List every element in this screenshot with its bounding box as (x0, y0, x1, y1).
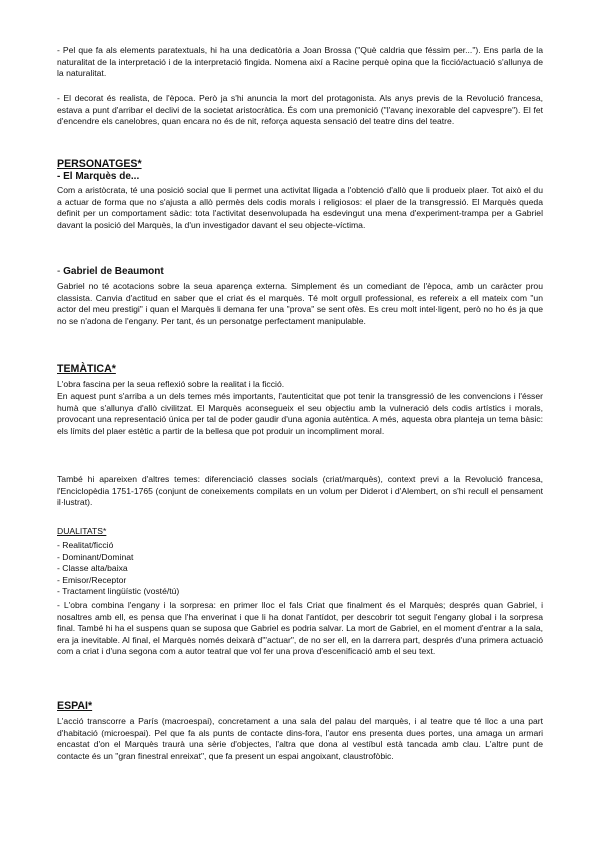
dualitats-list (57, 540, 543, 598)
gabriel-title: Gabriel de Beaumont (63, 266, 164, 277)
dualitats-item: - Classe alta/baixa (57, 563, 128, 574)
tematica-paragraph-2: En aquest punt s'arriba a un dels temes més importants, l'autenticitat que pot tenir la transgressió de les convencions i l'ésser humà que s'allunya d'allò civilitzat. El Marquès aconsegueix el seu objectiu amb la vulneració dels codis artístics i morals, provocant una representació única per tal de poder gaudir d'una agonia autèntica. A més, aquesta obra planteja un tema bàsic: els límits del plaer estètic a partir de la bellesa que pot produir un incompliment moral. (57, 391, 543, 436)
tematica-heading: TEMÀTICA* (57, 363, 116, 375)
gabriel-dash: - (57, 266, 64, 277)
dualitats-text: - L'obra combina l'engany i la sorpresa: en primer lloc el fals Criat que finalment és el Marquès; després quan Gabriel, i nosaltres amb ell, es pensa que l'ha enverinat i que li ha donat l'antídot, per descobrir tot seguit l'engany global i la sorpresa final. També hi ha el suspens quan se suposa que Gabriel es podria salvar. La mort de Gabriel, en el moment d'entrar a la sala, era ja inevitable. Al final, el Marquès només deixarà d'"actuar", de no ser ell, en la darrera part, després d'una primera actuació com a criat i d'una segona com a autor teatral que vol fer una prova d'escenificació amb el seu text. (57, 600, 543, 657)
tematica-paragraph-3: També hi apareixen d'altres temes: diferenciació classes socials (criat/marquès), context previ a la Revolució francesa, l'Enciclopèdia 1751-1765 (conjunt de coneixements compilats en un volum per Diderot i d'Alembert, on s'hi recull el pensament il·lustrat). (57, 474, 543, 508)
espai-heading: ESPAI* (57, 700, 93, 712)
intro-paragraph-1: - Pel que fa als elements paratextuals, hi ha una dedicatòria a Joan Brossa ("Què caldria que féssim per..."). Ens parla de la naturalitat de la interpretació i de la interpretació fingida. Nomena així a Racine perquè opina que la ficció/actuació s'allunya de la naturalitat. (57, 45, 543, 79)
dualitats-item: - Tractament lingüístic (vosté/tú) (57, 586, 180, 597)
gabriel-title-line (57, 266, 164, 278)
gabriel-text: Gabriel no té acotacions sobre la seua aparença externa. Simplement és un comediant de l'època, amb un caràcter prou classista. Canvia d'actitud en saber que el criat és el marquès. Té molt orgull professional, es refereix a ell mateix com "un actor del meu prestigi" i quan el Marquès li demana fer una "prova" se sent ofès. Es creu molt intel·ligent, però no ho és ja que no se n'adona de l'engany. Per tant, és un personatge perfectament manipulable. (57, 281, 543, 326)
dualitats-item: - Emisor/Receptor (57, 574, 127, 585)
dualitats-heading: DUALITATS* (57, 526, 107, 536)
personatges-heading: PERSONATGES* (57, 158, 142, 170)
dualitats-item: - Realitat/ficció (57, 540, 114, 550)
dualitats-item: - Dominant/Dominat (57, 551, 134, 562)
marques-text: Com a aristòcrata, té una posició social que li permet una activitat lligada a l'obtenció d'allò que li produeix plaer. Tot això el du a actuar de forma que no s'ajusta a allò permès dels codis morals i religiosos: el plaer de la transgressió. El Marquès queda definit per un comportament sàdic: tota l'activitat desenvolupada ha esdevingut una mena d'experiment-trampa per a Gabriel davant la posició del Marquès, la d'un investigador davant el seu objecte-víctima. (57, 185, 543, 230)
intro-paragraph-2: - El decorat és realista, de l'època. Però ja s'hi anuncia la mort del protagonista. Als anys previs de la Revolució francesa, estava a punt d'arribar el declivi de la societat aristocràtica. És com una premonició ("l'avanç inexorable del capvespre"). El fet d'encendre els canelobres, quan encara no és de nit, reforça aquesta sensació del teatre dins del teatre. (57, 93, 543, 127)
marques-title: - El Marquès de... (57, 171, 140, 182)
tematica-paragraph-1: L'obra fascina per la seua reflexió sobre la realitat i la ficció. (57, 379, 285, 389)
espai-text: L'acció transcorre a París (macroespai), concretament a una sala del palau del marquès, i al teatre que té lloc a una part d'habitació (microespai). Pel que fa als punts de contacte dins-fora, l'autor ens presenta dues portes, una amaga un armari encastat d'on el Marquès traurà una sèrie d'objectes, l'altra que dona al vestíbul està tancada amb clau. L'altre punt de contacte és un "gran finestral enreixat", que fa present un espai angoixant, claustrofòbic. (57, 716, 543, 761)
